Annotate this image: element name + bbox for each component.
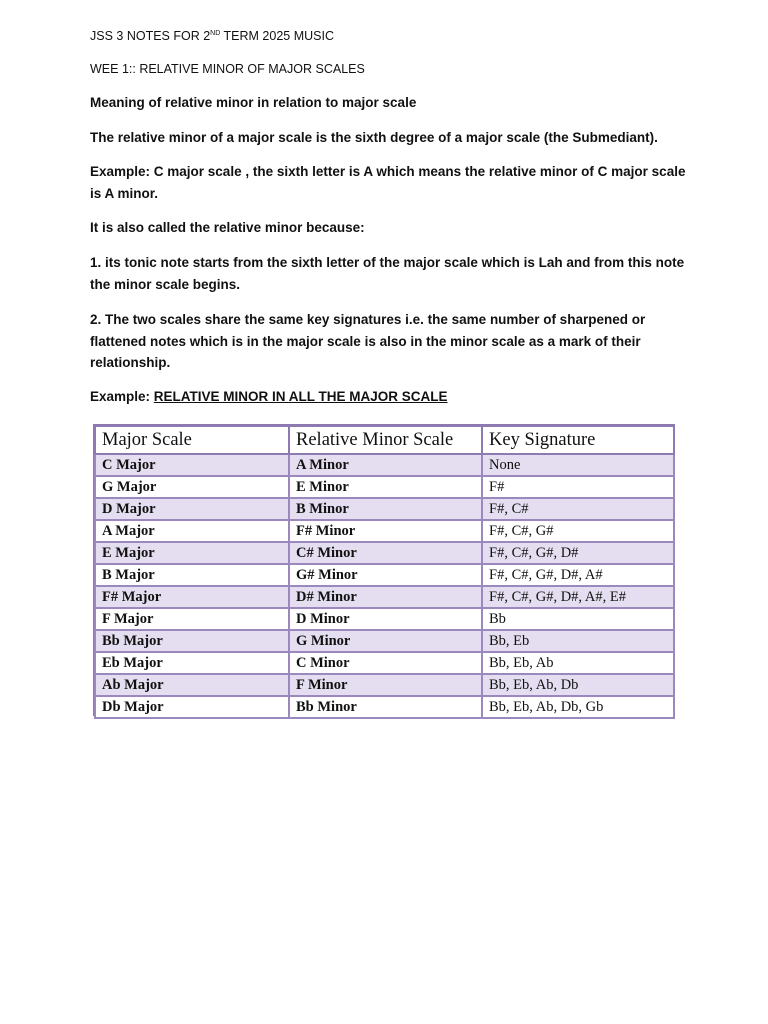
header-superscript: ND — [210, 30, 221, 37]
major-scale-cell: Eb Major — [95, 652, 289, 674]
key-signature-cell: F#, C#, G# — [482, 520, 674, 542]
table-row — [95, 608, 674, 630]
header-text-pre: JSS 3 NOTES FOR 2 — [90, 29, 211, 43]
table-row — [95, 586, 674, 608]
table-row — [95, 652, 674, 674]
document-header-line1 — [90, 29, 334, 43]
relative-minor-table — [93, 424, 675, 716]
key-signature-cell: F#, C#, G#, D#, A# — [482, 564, 674, 586]
relative-minor-cell: D# Minor — [289, 586, 482, 608]
relative-minor-cell: A Minor — [289, 454, 482, 476]
reason-point-2: 2. The two scales share the same key signatures i.e. the same number of sharpened or flattened notes which is in the major scale is also in the minor scale as a mark of their relationship. — [90, 312, 646, 370]
key-signature-cell: Bb, Eb, Ab, Db — [482, 674, 674, 696]
relative-minor-cell: C# Minor — [289, 542, 482, 564]
example-paragraph: Example: C major scale , the sixth letter is A which means the relative minor of C major scale is A minor. — [90, 164, 686, 201]
header-text-post: TERM 2025 MUSIC — [220, 29, 334, 43]
key-signature-cell: Bb, Eb, Ab, Db, Gb — [482, 696, 674, 718]
key-signature-cell: F#, C#, G#, D# — [482, 542, 674, 564]
relative-minor-cell: G Minor — [289, 630, 482, 652]
relative-minor-cell: B Minor — [289, 498, 482, 520]
relative-minor-cell: F# Minor — [289, 520, 482, 542]
key-signature-cell: Bb, Eb — [482, 630, 674, 652]
major-scale-cell: Bb Major — [95, 630, 289, 652]
key-signature-cell: F#, C# — [482, 498, 674, 520]
column-header-relative-minor: Relative Minor Scale — [289, 426, 482, 454]
section-heading: Meaning of relative minor in relation to major scale — [90, 95, 417, 110]
table-row — [95, 674, 674, 696]
table-row — [95, 542, 674, 564]
reason-point-1: 1. its tonic note starts from the sixth letter of the major scale which is Lah and from this note the minor scale begins. — [90, 255, 685, 292]
key-signature-cell: Bb — [482, 608, 674, 630]
table-title: RELATIVE MINOR IN ALL THE MAJOR SCALE — [153, 389, 448, 404]
major-scale-cell: D Major — [95, 498, 289, 520]
relative-minor-cell: G# Minor — [289, 564, 482, 586]
major-scale-cell: G Major — [95, 476, 289, 498]
example-label: Example: — [90, 389, 154, 404]
relative-minor-cell: C Minor — [289, 652, 482, 674]
major-scale-cell: Ab Major — [95, 674, 289, 696]
relative-minor-cell: E Minor — [289, 476, 482, 498]
definition-paragraph: The relative minor of a major scale is the sixth degree of a major scale (the Submediant). — [90, 130, 658, 145]
major-scale-cell: F# Major — [95, 586, 289, 608]
key-signature-cell: F#, C#, G#, D#, A#, E# — [482, 586, 674, 608]
relative-minor-cell: Bb Minor — [289, 696, 482, 718]
major-scale-cell: B Major — [95, 564, 289, 586]
column-header-major: Major Scale — [95, 426, 289, 454]
example-table-caption — [90, 386, 690, 408]
key-signature-cell: Bb, Eb, Ab — [482, 652, 674, 674]
table-row — [95, 564, 674, 586]
reason-intro: It is also called the relative minor because: — [90, 220, 365, 235]
relative-minor-cell: F Minor — [289, 674, 482, 696]
relative-minor-cell: D Minor — [289, 608, 482, 630]
table-row — [95, 520, 674, 542]
key-signature-cell: None — [482, 454, 674, 476]
major-scale-cell: E Major — [95, 542, 289, 564]
major-scale-cell: C Major — [95, 454, 289, 476]
table-row — [95, 630, 674, 652]
major-scale-cell: F Major — [95, 608, 289, 630]
column-header-key-signature: Key Signature — [482, 426, 674, 454]
table-header-row — [95, 426, 674, 454]
table-row — [95, 498, 674, 520]
key-signature-cell: F# — [482, 476, 674, 498]
major-scale-cell: A Major — [95, 520, 289, 542]
week-title: WEE 1:: RELATIVE MINOR OF MAJOR SCALES — [90, 62, 365, 76]
major-scale-cell: Db Major — [95, 696, 289, 718]
table-row — [95, 454, 674, 476]
table-row — [95, 696, 674, 718]
table-row — [95, 476, 674, 498]
